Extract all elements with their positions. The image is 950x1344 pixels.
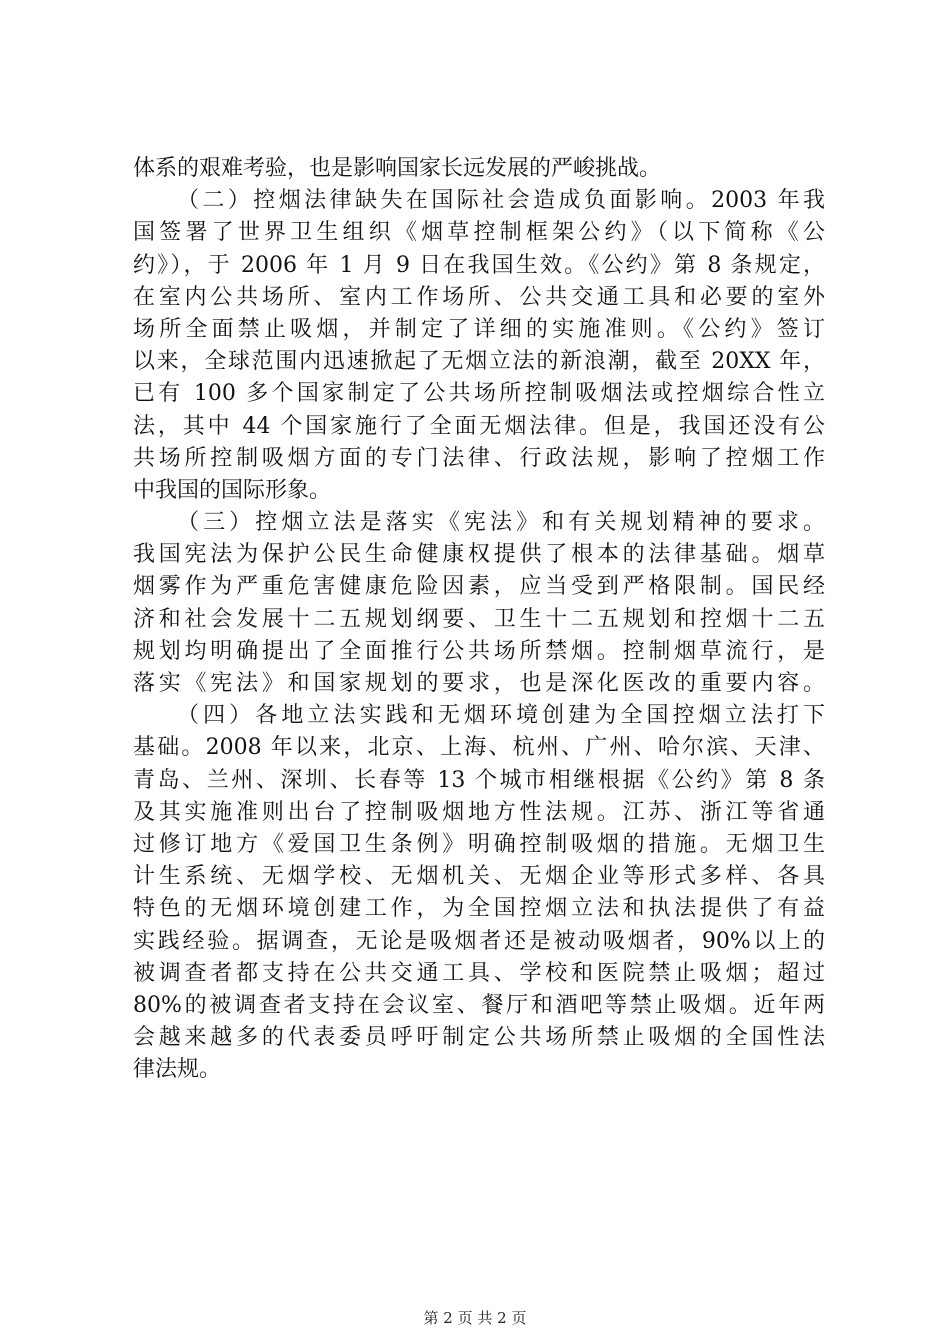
paragraph-line: 场所全面禁止吸烟，并制定了详细的实施准则。《公约》签订 xyxy=(133,316,825,342)
paragraph-line: 会越来越多的代表委员呼吁制定公共场所禁止吸烟的全国性法 xyxy=(133,1025,825,1051)
paragraph-line: 计生系统、无烟学校、无烟机关、无烟企业等形式多样、各具 xyxy=(133,864,825,890)
paragraph-line: 法，其中 44 个国家施行了全面无烟法律。但是，我国还没有公 xyxy=(133,413,825,439)
paragraph-line: 以来，全球范围内迅速掀起了无烟立法的新浪潮，截至 20XX 年， xyxy=(133,349,825,375)
paragraph-line: 我国宪法为保护公民生命健康权提供了根本的法律基础。烟草 xyxy=(133,542,825,568)
paragraph-line: 国签署了世界卫生组织《烟草控制框架公约》（以下简称《公 xyxy=(133,220,825,246)
paragraph-line: 特色的无烟环境创建工作，为全国控烟立法和执法提供了有益 xyxy=(133,896,825,922)
paragraph-line: 烟雾作为严重危害健康危险因素，应当受到严格限制。国民经 xyxy=(133,574,825,600)
paragraph-line: 基础。2008 年以来，北京、上海、杭州、广州、哈尔滨、天津、 xyxy=(133,735,825,761)
paragraph-line: 律法规。 xyxy=(133,1057,222,1083)
paragraph-line: 已有 100 多个国家制定了公共场所控制吸烟法或控烟综合性立 xyxy=(133,381,825,407)
paragraph-line: 济和社会发展十二五规划纲要、卫生十二五规划和控烟十二五 xyxy=(133,606,825,632)
paragraph-line: 过修订地方《爱国卫生条例》明确控制吸烟的措施。无烟卫生 xyxy=(133,831,825,857)
paragraph-line: 被调查者都支持在公共交通工具、学校和医院禁止吸烟；超过 xyxy=(133,960,825,986)
paragraph-line: （四）各地立法实践和无烟环境创建为全国控烟立法打下 xyxy=(177,703,825,729)
page-number: 第 2 页 共 2 页 xyxy=(423,1309,527,1327)
paragraph-line: 约》），于 2006 年 1 月 9 日在我国生效。《公约》第 8 条规定， xyxy=(133,252,825,278)
paragraph-line: 青岛、兰州、深圳、长春等 13 个城市相继根据《公约》第 8 条 xyxy=(133,767,825,793)
paragraph-line: 规划均明确提出了全面推行公共场所禁烟。控制烟草流行，是 xyxy=(133,638,825,664)
paragraph-line: （三）控烟立法是落实《宪法》和有关规划精神的要求。 xyxy=(177,510,825,536)
paragraph-line: 及其实施准则出台了控制吸烟地方性法规。江苏、浙江等省通 xyxy=(133,799,825,825)
paragraph-line: 落实《宪法》和国家规划的要求，也是深化医改的重要内容。 xyxy=(133,671,825,696)
paragraph-line: 在室内公共场所、室内工作场所、公共交通工具和必要的室外 xyxy=(133,284,825,310)
paragraph-line: 中我国的国际形象。 xyxy=(133,477,332,503)
document-body xyxy=(133,153,825,1086)
paragraph-line: 实践经验。据调查，无论是吸烟者还是被动吸烟者，90%以上的 xyxy=(133,928,825,954)
paragraph-line: 80%的被调查者支持在会议室、餐厅和酒吧等禁止吸烟。近年两 xyxy=(133,992,825,1018)
paragraph-line: 体系的艰难考验，也是影响国家长远发展的严峻挑战。 xyxy=(133,156,662,181)
paragraph-line: （二）控烟法律缺失在国际社会造成负面影响。2003 年我 xyxy=(177,188,825,214)
paragraph-line: 共场所控制吸烟方面的专门法律、行政法规，影响了控烟工作 xyxy=(133,445,825,471)
